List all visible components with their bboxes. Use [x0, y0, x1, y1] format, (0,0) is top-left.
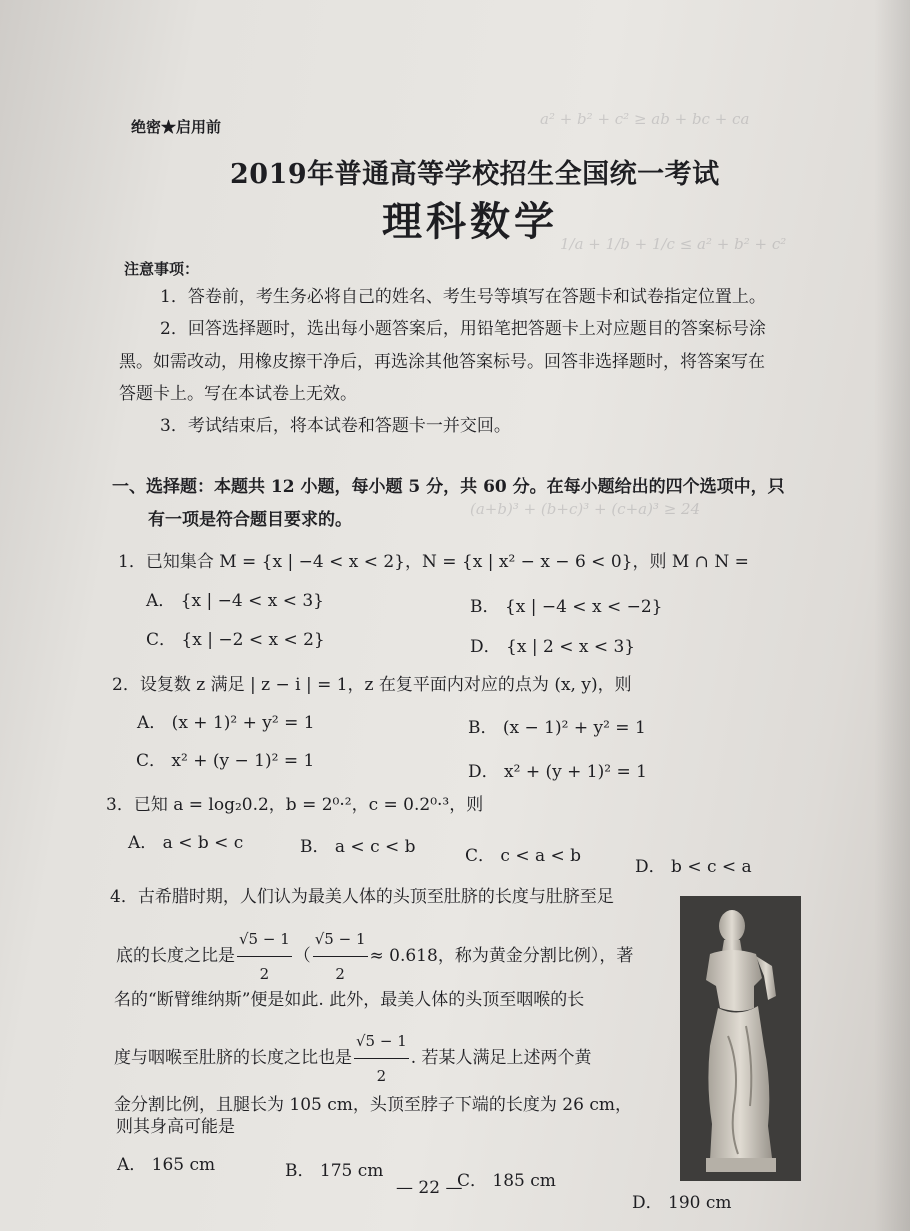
notice-item-3: 3．考试结束后，将本试卷和答题卡一并交回。 — [160, 416, 511, 436]
question-4-option-a: A． 165 cm — [117, 1155, 216, 1175]
question-2-option-d: D． x² + (y + 1)² = 1 — [468, 762, 647, 782]
exam-title: 2019年普通高等学校招生全国统一考试 — [230, 159, 720, 190]
question-4-line-5: 金分割比例，且腿长为 105 cm，头顶至脖子下端的长度为 26 cm， — [114, 1095, 632, 1115]
fraction-numerator: √5 − 1 — [237, 922, 292, 957]
golden-ratio-fraction — [313, 922, 368, 991]
question-4-line-2 — [116, 922, 633, 991]
page-binding-shadow — [874, 0, 910, 1231]
fraction-numerator: √5 − 1 — [354, 1024, 409, 1059]
question-2-stem: 2．设复数 z 满足 | z − i | = 1，z 在复平面内对应的点为 (x, y)，则 — [112, 675, 632, 695]
question-2-option-b: B． (x − 1)² + y² = 1 — [468, 718, 646, 738]
question-3-option-d: D． b < c < a — [635, 857, 752, 877]
question-2-option-c: C． x² + (y − 1)² = 1 — [136, 751, 315, 771]
section-heading-line-2: 有一项是符合题目要求的。 — [148, 510, 352, 530]
question-3-option-b: B． a < c < b — [300, 837, 416, 857]
bleed-through-text: 1/a + 1/b + 1/c ≤ a² + b² + c² — [560, 235, 787, 253]
confidential-mark: 绝密★启用前 — [131, 118, 222, 136]
question-4-option-d: D． 190 cm — [632, 1193, 732, 1213]
question-4-option-c: C． 185 cm — [457, 1171, 556, 1191]
question-1-option-c: C． {x | −2 < x < 2} — [146, 630, 325, 650]
notice-item-2-line-1: 2．回答选择题时，选出每小题答案后，用铅笔把答题卡上对应题目的答案标号涂 — [160, 319, 766, 339]
golden-ratio-fraction — [237, 922, 292, 991]
question-4-line-4 — [114, 1024, 592, 1093]
question-4-line-3: 名的“断臂维纳斯”便是如此. 此外，最美人体的头顶至咽喉的长 — [114, 990, 585, 1010]
golden-ratio-fraction — [354, 1024, 409, 1093]
bleed-through-text: a² + b² + c² ≥ ab + bc + ca — [540, 110, 750, 128]
venus-de-milo-photo — [680, 896, 801, 1181]
statue-illustration — [680, 896, 801, 1181]
question-4-line-2-suffix: ≈ 0.618，称为黄金分割比例），著 — [369, 946, 634, 966]
fraction-denominator: 2 — [335, 965, 345, 983]
fraction-numerator: √5 − 1 — [313, 922, 368, 957]
subject-title: 理科数学 — [382, 198, 558, 245]
question-1-stem: 1．已知集合 M = {x | −4 < x < 2}，N = {x | x² − x − 6 < 0}，则 M ∩ N = — [118, 552, 749, 572]
question-3-option-c: C． c < a < b — [465, 846, 582, 866]
question-4-open-paren: （ — [293, 946, 311, 966]
question-4-line-6: 则其身高可能是 — [116, 1117, 235, 1137]
page-number: — 22 — — [396, 1178, 463, 1198]
bleed-through-text: (a+b)³ + (b+c)³ + (c+a)³ ≥ 24 — [470, 500, 701, 518]
question-1-option-a: A． {x | −4 < x < 3} — [146, 591, 325, 611]
notice-item-1: 1．答卷前，考生务必将自己的姓名、考生号等填写在答题卡和试卷指定位置上。 — [160, 287, 766, 307]
section-heading-line-1: 一、选择题：本题共 12 小题，每小题 5 分，共 60 分。在每小题给出的四个选项中，只 — [112, 477, 785, 497]
question-1-option-d: D． {x | 2 < x < 3} — [470, 637, 636, 657]
notice-item-2-line-2: 黑。如需改动，用橡皮擦干净后，再选涂其他答案标号。回答非选择题时，将答案写在 — [119, 352, 765, 372]
question-4-line-1: 4．古希腊时期，人们认为最美人体的头顶至肚脐的长度与肚脐至足 — [110, 887, 614, 907]
fraction-denominator: 2 — [376, 1067, 387, 1085]
question-4-option-b: B． 175 cm — [285, 1161, 384, 1181]
question-3-option-a: A． a < b < c — [128, 833, 244, 853]
notice-item-2-line-3: 答题卡上。写在本试卷上无效。 — [119, 384, 357, 404]
question-4-line-2-prefix: 底的长度之比是 — [116, 946, 235, 966]
question-1-option-b: B． {x | −4 < x < −2} — [470, 597, 663, 617]
notice-heading: 注意事项： — [124, 260, 200, 278]
question-4-line-4-suffix: . 若某人满足上述两个黄 — [410, 1048, 592, 1068]
question-4-line-4-prefix: 度与咽喉至肚脐的长度之比也是 — [114, 1048, 352, 1068]
question-3-stem: 3．已知 a = log₂0.2，b = 2⁰·²，c = 0.2⁰·³，则 — [106, 795, 484, 815]
fraction-denominator: 2 — [259, 965, 270, 983]
question-2-option-a: A． (x + 1)² + y² = 1 — [137, 713, 315, 733]
